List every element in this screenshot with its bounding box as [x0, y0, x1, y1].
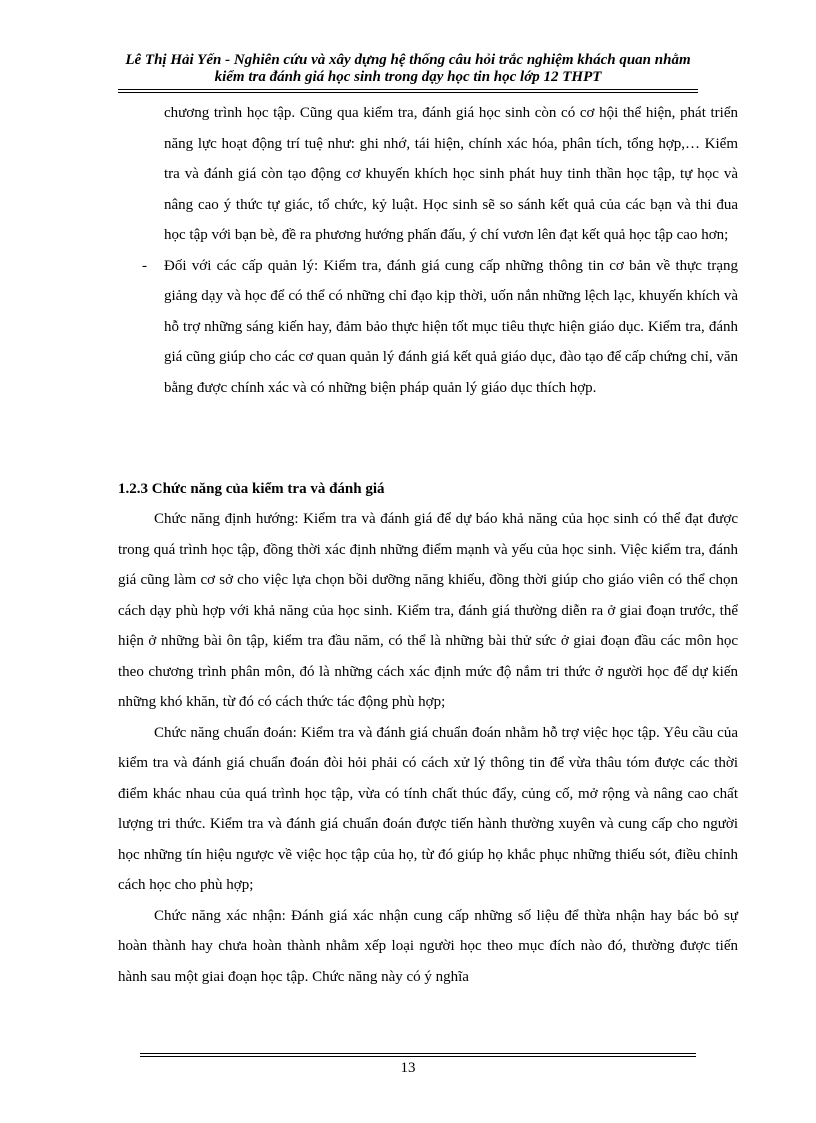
section-heading: 1.2.3 Chức năng của kiểm tra và đánh giá	[118, 481, 385, 497]
paragraph-confirmation: Chức năng xác nhận: Đánh giá xác nhận cung cấp những số liệu để thừa nhận hay bác bỏ sự hoàn thành hay chưa hoàn thành nhằm xếp loại người học theo mục đích nào đó, thường được tiến hành sau một giai đoạn học tập. Chức năng này có ý nghĩa	[118, 907, 738, 985]
header-line-2: kiểm tra đánh giá học sinh trong dạy học tin học lớp 12 THPT	[214, 69, 602, 85]
header-rule-top	[118, 89, 698, 90]
running-header	[118, 52, 698, 86]
paragraph-orientation: Chức năng định hướng: Kiểm tra và đánh giá để dự báo khả năng của học sinh có thể đạt được trong quá trình học tập, đồng thời xác định những điểm mạnh và yếu của học sinh. Việc kiểm tra, đánh giá cũng làm cơ sở cho việc lựa chọn bồi dưỡng năng khiếu, đồng thời giúp cho giáo viên có thể chọn cách dạy phù hợp với khả năng của học sinh. Kiểm tra, đánh giá thường diễn ra ở giai đoạn trước, thể hiện ở những bài ôn tập, kiểm tra đầu năm, có thể là những bài thử sức ở giai đoạn đầu các môn học theo chương trình phân môn, đó là những cách xác định mức độ nắm tri thức ở người học để dự kiến những khó khăn, từ đó có cách thức tác động phù hợp;	[118, 511, 738, 710]
dash-bullet-icon: -	[142, 257, 147, 274]
footer-rule-top	[140, 1053, 696, 1054]
list-item-text: Đối với các cấp quản lý: Kiểm tra, đánh giá cung cấp những thông tin cơ bản về thực trạng giảng dạy và học để có thể có những chỉ đạo kịp thời, uốn nắn những lệch lạc, khuyến khích và hỗ trợ những sáng kiến hay, đảm bảo thực hiện tốt mục tiêu thực hiện giáo dục. Kiểm tra, đánh giá cũng giúp cho các cơ quan quản lý đánh giá kết quả giáo dục, đào tạo để cấp chứng chỉ, văn bằng được chính xác và có những biện pháp quản lý giáo dục thích hợp.	[164, 257, 738, 396]
page-number: 13	[400, 1060, 416, 1076]
section-block	[118, 474, 738, 992]
header-line-1: Lê Thị Hải Yến - Nghiên cứu và xây dựng hệ thống câu hỏi trắc nghiệm khách quan nhằm	[125, 52, 691, 68]
continuation-paragraph: chương trình học tập. Cũng qua kiểm tra, đánh giá học sinh còn có cơ hội thể hiện, phát triển năng lực hoạt động trí tuệ như: ghi nhớ, tái hiện, chính xác hóa, phân tích, tổng hợp,… Kiểm tra và đánh giá còn tạo động cơ khuyến khích học sinh phát huy tinh thần học tập, tự học và nâng cao ý thức tự giác, tổ chức, kỷ luật. Học sinh sẽ so sánh kết quả của các bạn và thi đua học tập với bạn bè, đề ra phương hướng phấn đấu, ý chí vươn lên đạt kết quả học tập cao hơn;	[164, 105, 738, 243]
header-rule-bottom	[118, 92, 698, 93]
paragraph-diagnosis: Chức năng chuẩn đoán: Kiểm tra và đánh giá chuẩn đoán nhằm hỗ trợ việc học tập. Yêu cầu của kiểm tra và đánh giá chuẩn đoán đòi hỏi phải có cách xử lý thông tin để vừa thâu tóm được các thời điểm khác nhau của quá trình học tập, vừa có tính chất thúc đẩy, củng cố, mở rộng và nâng cao chất lượng tri thức. Kiểm tra và đánh giá chuẩn đoán được tiến hành thường xuyên và cung cấp cho người học những tín hiệu ngược về việc học tập của họ, từ đó giúp họ khắc phục những thiếu sót, điều chỉnh cách học cho phù hợp;	[118, 724, 738, 893]
footer-rule-bottom	[140, 1056, 696, 1057]
page-body	[118, 98, 738, 403]
list-item	[118, 251, 738, 404]
